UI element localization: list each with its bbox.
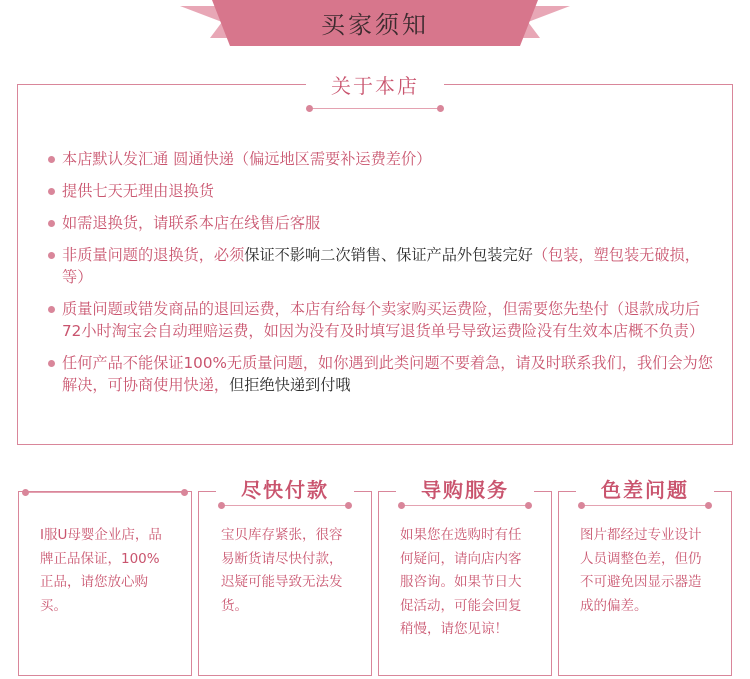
about-list-item [48, 148, 716, 170]
card-pay-soon-title: 尽快付款 [241, 478, 329, 502]
item-text: （包装，塑包装无破损，等） [62, 246, 700, 286]
about-list-item [48, 244, 716, 288]
bullet-dot-icon [48, 252, 55, 259]
about-store-list [48, 148, 716, 406]
item-text: 提供七天无理由退换货 [62, 182, 214, 200]
bullet-dot-icon [48, 156, 55, 163]
about-list-item [48, 212, 716, 234]
about-list-item [48, 298, 716, 342]
bullet-dot-icon [48, 306, 55, 313]
bullet-dot-icon [48, 220, 55, 227]
emphasis-text: 保证不影响二次销售、保证产品外包装完好 [244, 246, 533, 264]
page-title: 买家须知 [321, 11, 429, 39]
bullet-dot-icon [48, 188, 55, 195]
item-text: 本店默认发汇通 圆通快递（偏远地区需要补运费差价） [62, 150, 432, 168]
about-store-title: 关于本店 [331, 74, 419, 98]
bullet-dot-icon [48, 360, 55, 367]
card-brand-body: I服U母婴企业店，品牌正品保证，100%正品，请您放心购买。 [40, 527, 162, 614]
about-list-item [48, 352, 716, 396]
emphasis-text: 但拒绝快递到付哦 [229, 376, 351, 394]
item-text: 如需退换货，请联系本店在线售后客服 [62, 214, 321, 232]
card-color-difference-title: 色差问题 [601, 478, 689, 502]
about-list-item [48, 180, 716, 202]
about-title-divider [310, 108, 440, 109]
card-shopping-guide-body: 如果您在选购时有任何疑问，请向店内客服咨询。如果节日大促活动，可能会回复稍慢，请您见谅！ [400, 527, 522, 637]
header-ribbon [0, 0, 750, 50]
item-text: 任何产品不能保证100%无质量问题，如你遇到此类问题不要着急，请及时联系我们，我们会为您解决，可协商使用快递， [62, 354, 713, 394]
item-text: 非质量问题的退换货，必须 [62, 246, 245, 264]
card-color-difference-body: 图片都经过专业设计人员调整色差，但仍不可避免因显示器造成的偏差。 [580, 527, 702, 614]
item-text: 质量问题或错发商品的退回运费，本店有给每个卖家购买运费险，但需要您先垫付（退款成功后72小时淘宝会自动理赔运费，如因为没有及时填写退货单号导致运费险没有生效本店概不负责） [62, 300, 705, 340]
card-shopping-guide-title: 导购服务 [421, 478, 509, 502]
card-pay-soon-body: 宝贝库存紧张，很容易断货请尽快付款，迟疑可能导致无法发货。 [221, 527, 343, 614]
